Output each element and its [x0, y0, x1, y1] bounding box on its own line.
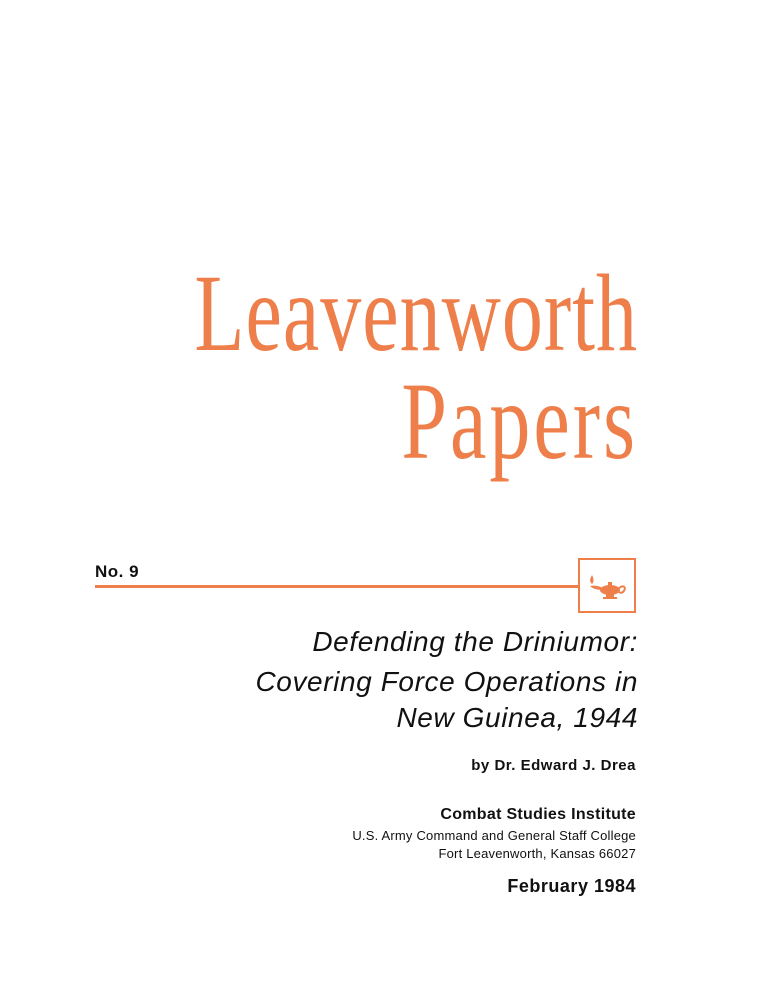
- lamp-of-knowledge-icon: [586, 571, 628, 601]
- publisher-name: Combat Studies Institute: [440, 806, 636, 823]
- subtitle-line-1: Defending the Driniumor:: [312, 626, 638, 657]
- series-title-line-2: Papers: [401, 359, 638, 483]
- accent-rule: [95, 585, 578, 588]
- issue-number: No. 9: [95, 562, 140, 581]
- subtitle-line-3: New Guinea, 1944: [396, 702, 638, 733]
- author-byline: by Dr. Edward J. Drea: [471, 757, 636, 774]
- series-title-line-1: Leavenworth: [194, 251, 638, 375]
- publisher-address-line-1: U.S. Army Command and General Staff College: [352, 828, 636, 843]
- subtitle-line-2: Covering Force Operations in: [255, 666, 638, 697]
- publication-date: February 1984: [507, 876, 636, 896]
- emblem-box: [578, 558, 636, 613]
- publisher-address-line-2: Fort Leavenworth, Kansas 66027: [438, 846, 636, 861]
